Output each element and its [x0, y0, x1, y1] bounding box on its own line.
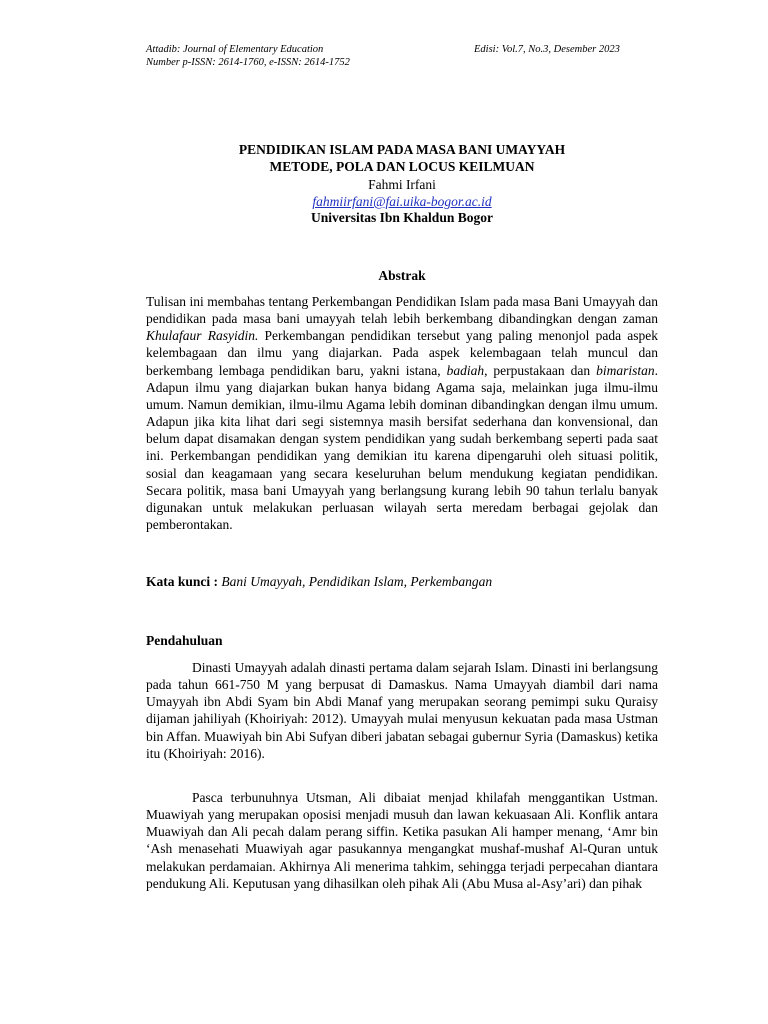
issn-number: Number p-ISSN: 2614-1760, e-ISSN: 2614-1752 — [146, 57, 350, 68]
abstract-part-4: . Adapun ilmu yang diajarkan bukan hanya bidang Agama saja, melainkan juga ilmu-ilmu umum. Namun demikian, ilmu-ilmu Agama lebih dominan dibandingkan dengan ilmu umum. Adapun jika kita lihat dari segi sistemnya masih bersifat sederhana dan konvensional, dan belum dapat disamakan dengan system pendidikan yang sudah berkembang seperti pada saat ini. Perkembangan pendidikan yang demikian itu karena dipengaruhi oleh situasi politik, sosial dan keagamaan yang secara keseluruhan belum mendukung kegiatan pendidikan. Secara politik, masa bani Umayyah yang berlangsung kurang lebih 90 tahun terlalu banyak digunakan untuk melakukan perluasan wilayah serta meredam berbagai gejolak dan pemberontakan. — [146, 362, 659, 533]
section-heading-introduction: Pendahuluan — [146, 633, 223, 648]
author-name: Fahmi Irfani — [368, 177, 436, 192]
edition-info: Edisi: Vol.7, No.3, Desember 2023 — [474, 44, 620, 55]
author-email-link[interactable]: fahmiirfani@fai.uika-bogor.ac.id — [312, 194, 492, 209]
abstract-italic-3: bimaristan — [596, 362, 655, 378]
journal-header — [146, 43, 446, 69]
abstract-heading: Abstrak — [378, 268, 426, 283]
introduction-paragraph-1: Dinasti Umayyah adalah dinasti pertama dalam sejarah Islam. Dinasti ini berlangsung pada tahun 661-750 M yang berpusat di Damaskus. Nama Umayyah diambil dari nama Umayyah ibn Abdi Syam bin Abdi Manaf yang merupakan seorang pemimpi suku Quraisy dijaman jahiliyah (Khoiriyah: 2012). Umayyah mulai menyusun kekuatan pada masa Ustman bin Affan. Muawiyah bin Abi Sufyan diberi jabatan sebagai gubernur Syria (Damaskus) ketika itu (Khoiriyah: 2016). — [146, 660, 658, 761]
abstract-part-1: Tulisan ini membahas tentang Perkembangan Pendidikan Islam pada masa Bani Umayyah dan pendidikan pada masa bani umayyah telah lebih berkembang dibandingkan dengan zaman — [146, 294, 658, 327]
keywords — [146, 573, 658, 590]
title-line-1: PENDIDIKAN ISLAM PADA MASA BANI UMAYYAH — [238, 142, 566, 157]
introduction-paragraph-2: Pasca terbunuhnya Utsman, Ali dibaiat menjad khilafah menggantikan Ustman. Muawiyah yang merupakan oposisi menjadi musuh dan lawan kekuasaan Ali. Konflik antara Muawiyah dan Ali pecah dalam perang siffin. Ketika pasukan Ali hamper menang, ‘Amr bin ‘Ash menasehati Muawiyah agar pasukannya mengangkat mushaf-mushaf Al-Quran untuk melakukan perdamaian. Akhirnya Ali menerima tahkim, sehingga terjadi perpecahan diantara pendukung Ali. Keputusan yang dihasilkan oleh pihak Ali (Abu Musa al-Asy’ari) dan pihak — [146, 790, 658, 891]
journal-name: Attadib: Journal of Elementary Education — [146, 44, 324, 55]
keywords-values: Bani Umayyah, Pendidikan Islam, Perkembangan — [221, 574, 493, 589]
author-affiliation: Universitas Ibn Khaldun Bogor — [311, 210, 493, 225]
title-line-2: METODE, POLA DAN LOCUS KEILMUAN — [269, 159, 535, 174]
abstract-text — [146, 293, 658, 533]
abstract-part-2: Perkembangan pendidikan tersebut yang paling menonjol pada aspek kelembagaan dan ilmu yang diajarkan. Pada aspek kelembagaan telah muncul dan berkembang lembaga pendidikan baru, yakni istana, — [146, 328, 658, 378]
abstract-part-3: , perpustakaan dan — [484, 362, 597, 378]
abstract-italic-2: badiah — [446, 362, 485, 378]
abstract-italic-1: Khulafaur Rasyidin. — [146, 328, 259, 344]
paper-title — [146, 141, 658, 175]
keywords-label: Kata kunci : — [146, 574, 219, 589]
